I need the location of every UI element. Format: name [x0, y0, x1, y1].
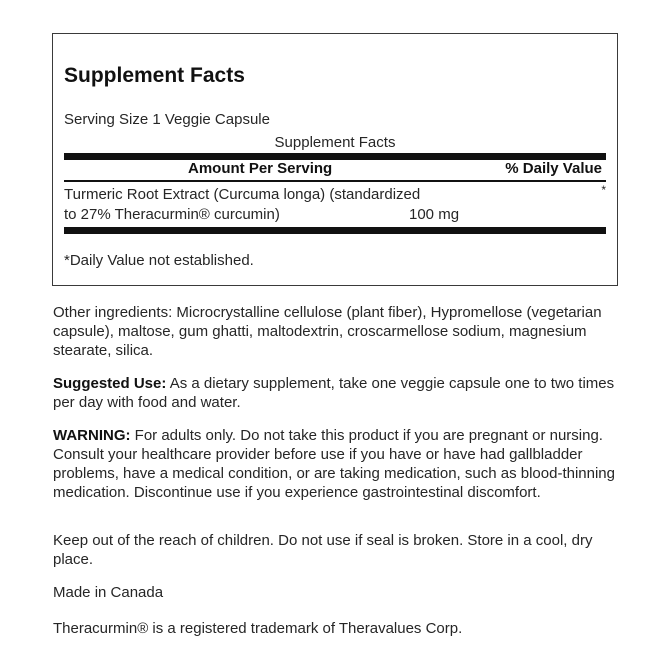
amount-per-serving-header: Amount Per Serving — [188, 160, 333, 177]
suggested-use — [53, 374, 628, 412]
daily-value-header: % Daily Value — [505, 160, 602, 177]
ingredient-amount: 100 mg — [409, 206, 460, 223]
top-divider — [64, 153, 606, 160]
trademark-notice: Theracurmin® is a registered trademark of Theravalues Corp. — [53, 620, 463, 637]
other-ingredients: Other ingredients: Microcrystalline cellulose (plant fiber), Hypromellose (vegetarian capsule), maltose, gum ghatti, maltodextrin, croscarmellose sodium, magnesium stearate, silica. — [53, 304, 602, 359]
country-of-origin: Made in Canada — [53, 584, 164, 601]
daily-value-footnote: *Daily Value not established. — [64, 252, 254, 269]
facts-subheading: Supplement Facts — [274, 134, 396, 151]
storage-instructions: Keep out of the reach of children. Do not use if seal is broken. Store in a cool, dry place. — [53, 532, 593, 568]
ingredient-name-line2: to 27% Theracurmin® curcumin) — [64, 206, 280, 223]
suggested-use-label: Suggested Use: — [53, 375, 167, 392]
facts-title: Supplement Facts — [64, 64, 245, 87]
serving-size: Serving Size 1 Veggie Capsule — [64, 111, 270, 128]
bottom-divider — [64, 227, 606, 234]
header-divider — [64, 180, 606, 182]
warning-label: WARNING: — [53, 427, 131, 444]
warning-text: For adults only. Do not take this product if you are pregnant or nursing. Consult your healthcare provider before use if you have or have had gallbladder problems, have a medical condition, or are taking medication, such as blood-thinning medication. Discontinue use if you experience gastrointestinal discomfort. — [53, 427, 615, 501]
ingredient-name-line1: Turmeric Root Extract (Curcuma longa) (standardized — [64, 186, 421, 203]
supplement-facts-panel — [52, 33, 618, 286]
ingredient-daily-value: * — [601, 183, 606, 197]
warning — [53, 426, 628, 502]
suggested-use-text: As a dietary supplement, take one veggie capsule one to two times per day with food and water. — [53, 375, 615, 411]
